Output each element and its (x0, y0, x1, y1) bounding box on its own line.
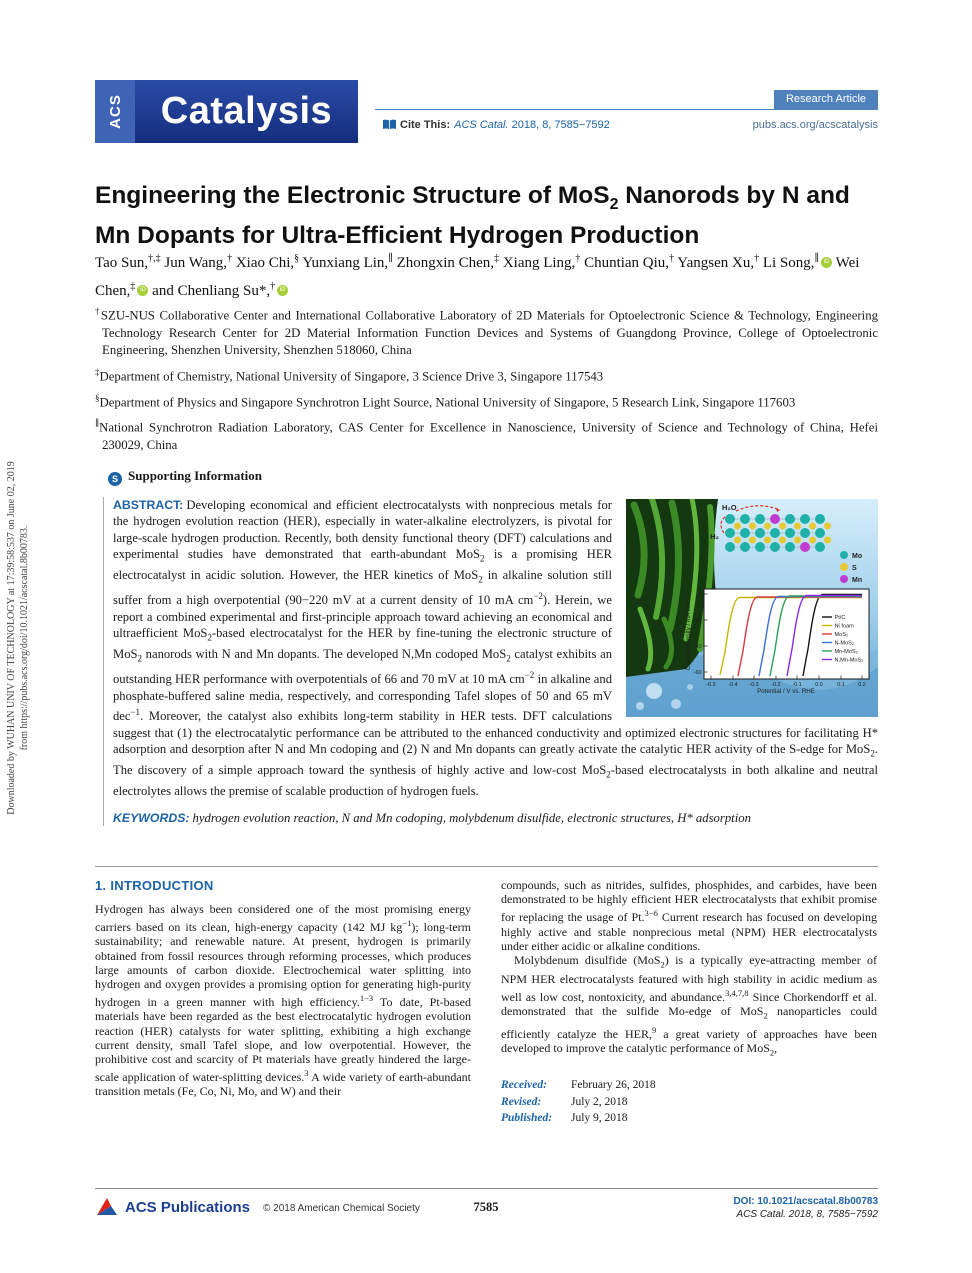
svg-text:-20: -20 (693, 618, 702, 624)
svg-text:MoS₂: MoS₂ (834, 632, 849, 638)
publisher-name: ACS Publications (125, 1198, 251, 1216)
h2o-label: H₂O (722, 503, 737, 512)
plot-xlabel: Potential / V vs. RHE (757, 688, 815, 695)
cite-icon (383, 119, 396, 133)
svg-text:-0.1: -0.1 (792, 682, 802, 688)
received-row (501, 1077, 877, 1094)
journal-ref: ACS Catal. 2018, 8, 7585−7592 (736, 1209, 878, 1220)
svg-text:N-MoS₂: N-MoS₂ (834, 640, 855, 647)
supporting-info-icon: S (108, 472, 122, 486)
author: Zhongxin Chen,‡ (396, 253, 500, 271)
author: Yunxiang Lin,∥ (302, 253, 393, 271)
orcid-icon[interactable]: iD (277, 285, 288, 296)
copyright: © 2018 American Chemical Society (263, 1203, 420, 1214)
cite-reference: 2018, 8, 7585−7592 (511, 119, 610, 131)
cite-this[interactable] (383, 119, 610, 133)
author-list (95, 247, 878, 303)
orcid-icon[interactable]: iD (821, 257, 832, 268)
svg-text:N,Mn-MoS₂: N,Mn-MoS₂ (834, 657, 864, 664)
supporting-info-label: Supporting Information (128, 468, 262, 483)
journal-logo[interactable] (95, 80, 358, 143)
article-title: Engineering the Electronic Structure of MoS$_2$ Nanorods by N and Mn Dopants for Ultra-Efficient Hydrogen Production (95, 182, 850, 249)
affiliation: †SZU-NUS Collaborative Center and International Collaborative Laboratory of 2D Materials for Optoelectronic Science & Technology, Engineering Technology Research Center for 2D Material Information Function Devices and Systems of Guangdong Province, College of Optoelectronic Engineering, Shenzhen University, Shenzhen 518060, China (95, 306, 878, 358)
section-divider (95, 866, 878, 867)
svg-text:0: 0 (698, 592, 702, 598)
acs-logo-strip: ACS (95, 80, 135, 143)
body-paragraph-2: Molybdenum disulfide (MoS$_2$) is a typically eye-attracting member of NPM HER electrocatalysts featured with high stability in acidic medium as well as low cost, nontoxicity, and abundance.$^{3,4,7,8}$ Since Chorkendorff et al. demonstrated that the sulfide Mo-edge of MoS$_2$ nanoparticles could efficiently catalyze the HER,$^9$ a great variety of approaches have been developed to improve the catalytic performance of MoS$_2$, (501, 953, 878, 1058)
cite-journal: ACS Catal. (454, 119, 509, 131)
article-body (95, 878, 878, 1127)
received-date: February 26, 2018 (571, 1079, 656, 1092)
svg-text:Pt/C: Pt/C (834, 615, 846, 621)
polarization-plot (685, 589, 869, 695)
article-dates (501, 1077, 877, 1127)
keywords (113, 811, 878, 826)
svg-text:-60: -60 (693, 670, 702, 676)
svg-text:-0.5: -0.5 (706, 682, 716, 688)
svg-text:0.0: 0.0 (815, 682, 823, 688)
svg-text:-0.3: -0.3 (749, 682, 759, 688)
affiliation: §Department of Physics and Singapore Synchrotron Light Source, National University of Singapore, 5 Research Link, Singapore 117603 (95, 392, 796, 409)
orcid-icon[interactable]: iD (137, 285, 148, 296)
abstract-body: Developing economical and efficient electrocatalysts with nonprecious metals for the hydrogen evolution reaction (HER), especially in water-alkaline electrolyzers, is pivotal for large-scale hydrogen production. Recently, both density functional theory (DFT) calculations and experimental studies have demonstrated that earth-abundant MoS$_2$ is a promising HER electrocatalyst in acidic solution. However, the HER kinetics of MoS$_2$ in alkaline solution still suffer from a high overpotential (90−220 mV at a current density of 10 mA $cm^{-2}$). Herein, we report a combined experimental and first-principle approach toward achieving an economical and ultraefficient MoS$_2$-based electrocatalyst for the HER by fine-tuning the electronic structure of MoS$_2$ nanorods with N and Mn dopants. The developed N,Mn codoped MoS$_2$ catalyst exhibits an outstanding HER performance with overpotentials of 66 and 70 mV at 10 mA $cm^{-2}$ in alkaline and phosphate-buffered saline media, respectively, and corresponding Tafel slopes of 50 and 65 mV dec$^{-1}$. Moreover, the catalyst also exhibits long-term stability in HER tests. DFT calculations suggest that (1) the electrocatalytic performance can be attributed to the enhanced conductivity and optimized electronic structures for facilitating H* adsorption and desorption after N and Mn codoping and (2) N and Mn dopants can greatly activate the catalytic HER activity of the S-edge for MoS$_2$. The discovery of a simple approach toward the synthesis of highly active and low-cost MoS$_2$-based electrocatalysts in both alkaline and neutral electrolytes allows the premise of scalable production of hydrogen fuels. (113, 498, 879, 798)
svg-text:Mn-MoS₂: Mn-MoS₂ (834, 649, 858, 655)
introduction-heading: 1. INTRODUCTION (95, 878, 214, 893)
author: Chuntian Qiu,† (584, 253, 675, 271)
author: and Chenliang Su*,† iD (152, 283, 288, 299)
published-date: July 9, 2018 (571, 1112, 628, 1125)
author: Wei Chen,‡ iD (95, 255, 860, 299)
download-watermark-line1: Downloaded by WUHAN UNIV OF TECHNOLOGY at 17:39:58:537 on June 02, 2019 (6, 461, 17, 815)
journal-name: Catalysis (160, 90, 333, 132)
column-right (501, 878, 877, 1127)
svg-text:Mo: Mo (852, 553, 863, 560)
keywords-label: KEYWORDS: (113, 811, 190, 826)
author: Tao Sun,†,‡ (95, 253, 161, 271)
author: Yangsen Xu,† (677, 253, 760, 271)
download-watermark (6, 358, 31, 918)
footer-rule (95, 1188, 878, 1189)
page-footer (0, 1188, 972, 1273)
doi-block (733, 1195, 878, 1221)
author: Jun Wang,† (164, 253, 233, 271)
author: Xiang Ling,† (502, 253, 581, 271)
keywords-text: hydrogen evolution reaction, N and Mn codoping, molybdenum disulfide, electronic structures, H* adsorption (192, 811, 751, 826)
mos2-lattice (725, 514, 831, 552)
svg-text:Ni foam: Ni foam (834, 623, 854, 630)
page-number: 7585 (473, 1200, 499, 1214)
affiliation-list (95, 303, 878, 459)
header-rule (375, 109, 878, 110)
author: Xiao Chi,§ (235, 253, 300, 271)
h2-label: H₂ (710, 532, 719, 541)
revised-date: July 2, 2018 (571, 1095, 628, 1108)
svg-text:Mn: Mn (852, 577, 863, 584)
graphical-abstract-image (626, 499, 878, 717)
affiliation: ‡Department of Chemistry, National University of Singapore, 3 Science Drive 3, Singapore 117543 (95, 366, 604, 384)
journal-url-link[interactable]: pubs.acs.org/acscatalysis (752, 119, 878, 131)
published-row (501, 1110, 877, 1127)
research-article-badge: Research Article (774, 90, 878, 109)
svg-text:0.2: 0.2 (858, 682, 866, 688)
svg-text:0.1: 0.1 (837, 682, 845, 688)
intro-paragraph: Hydrogen has always been considered one of the most promising energy carriers based on its clean, high-energy capacity (142 MJ $kg^{-1}$); long-term sustainability; and renewable nature. At present, hydrogen is primarily obtained from fossil resources through reforming processes, which produces large amounts of carbon dioxide. Electrochemical water splitting into hydrogen and oxygen provides a promising option for generating high-purity hydrogen in a green manner with high efficiency.$^{1-3}$ To date, Pt-based materials have been regarded as the best electrocatalytic hydrogen evolution reaction (HER) catalysts for water splitting, exhibiting a high exchange current density, small Tafel slope, and low overpotential. However, the prohibitive cost and scarcity of Pt materials have greatly hindered the large-scale application of water-splitting devices.$^3$ A wide variety of earth-abundant transition metals (Fe, Co, Ni, Mo, and W) and their (95, 902, 472, 1099)
svg-text:-40: -40 (693, 644, 702, 650)
abstract-section (103, 497, 878, 826)
received-label: Received: (501, 1079, 547, 1092)
body-paragraph-1: compounds, such as nitrides, sulfides, phosphides, and carbides, have been demonstrated to be highly efficient HER electrocatalysts that exhibit promise for replacing the usage of Pt.$^{3-6}$ Current research has focused on developing highly active and stable nonprecious metal (NPM) HER electrocatalysts under either acidic or alkaline conditions. (501, 878, 877, 953)
svg-text:S: S (852, 565, 857, 572)
plot-ylabel: Current Density / mA cm⁻² (685, 597, 692, 671)
published-label: Published: (501, 1112, 553, 1125)
revised-label: Revised: (501, 1095, 542, 1108)
download-watermark-line2: from https://pubs.acs.org/doi/10.1021/acscatal.8b00783. (18, 525, 30, 751)
revised-row (501, 1094, 877, 1111)
author: Li Song,∥ iD (763, 255, 832, 271)
graphical-abstract (626, 499, 878, 717)
cite-label: Cite This: (400, 119, 451, 131)
column-left (95, 878, 471, 1127)
svg-text:-0.4: -0.4 (728, 682, 738, 688)
svg-text:-0.2: -0.2 (771, 682, 781, 688)
supporting-information-link[interactable] (108, 467, 262, 486)
abstract-label: ABSTRACT: (113, 498, 184, 512)
affiliation: ∥National Synchrotron Radiation Laboratory, CAS Center for Excellence in Nanoscience, University of Science and Technology of China, Hefei 230029, China (95, 418, 878, 453)
doi-link[interactable]: DOI: 10.1021/acscatal.8b00783 (733, 1196, 878, 1207)
